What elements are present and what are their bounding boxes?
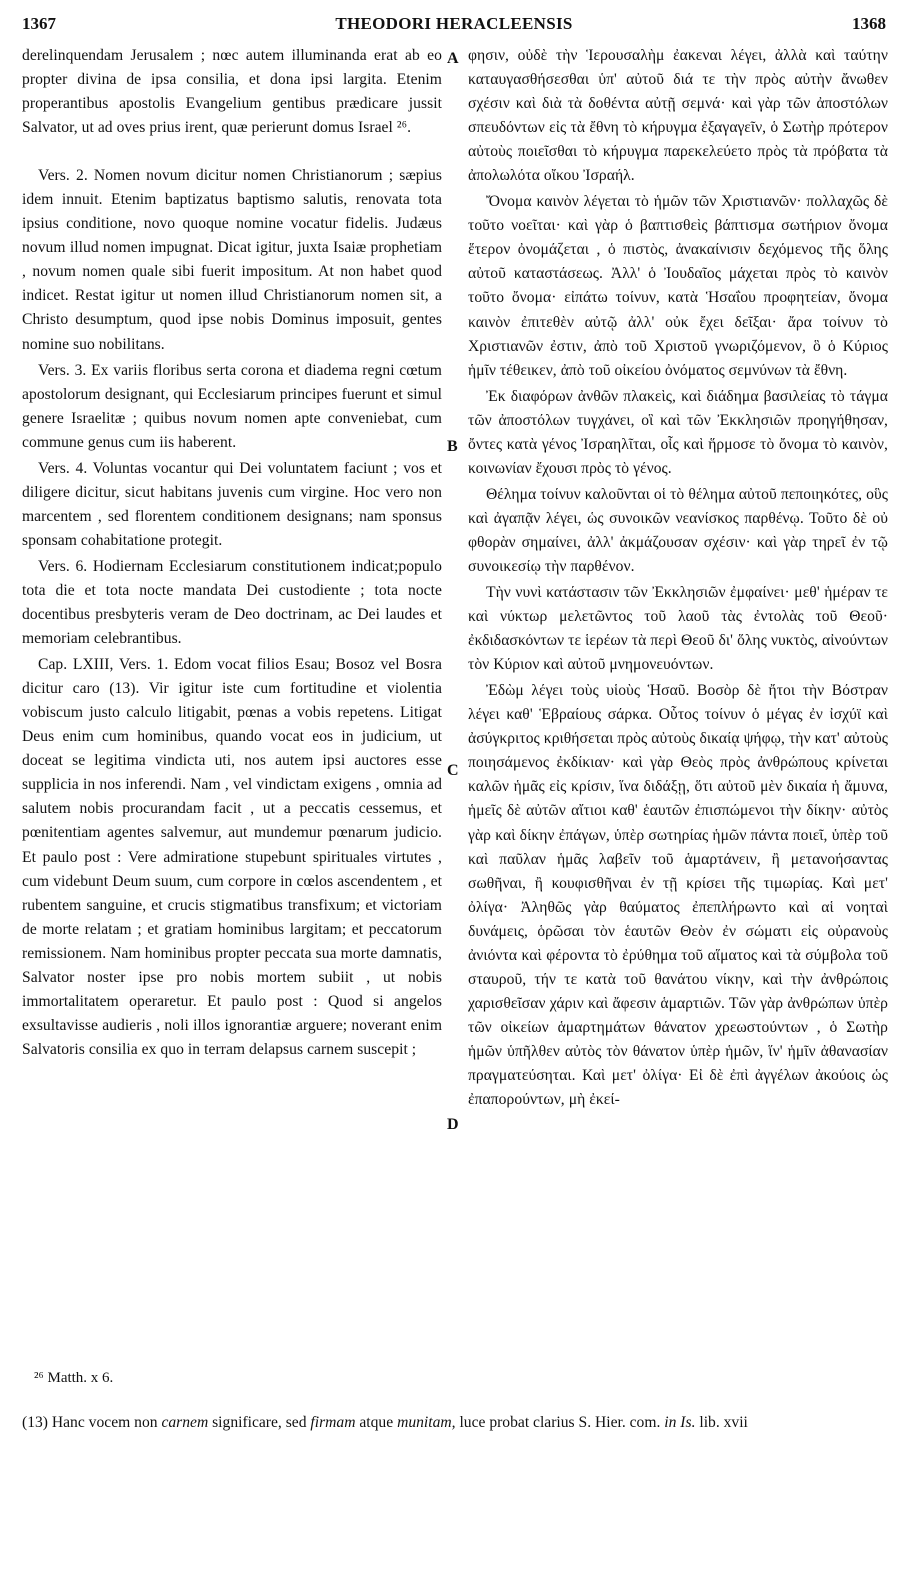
margin-marker-a: A <box>447 50 459 67</box>
greek-column <box>468 44 888 1362</box>
page-number-left: 1367 <box>22 14 56 33</box>
footnote-text: (13) Hanc vocem non <box>22 1414 162 1431</box>
footnote-italic: carnem <box>161 1414 209 1431</box>
footnote-italic: in Is. <box>664 1414 696 1431</box>
running-title: THEODORI HERACLEENSIS <box>335 14 573 33</box>
margin-marker-c: C <box>447 762 459 779</box>
footnote-divider <box>22 1398 886 1399</box>
page-header <box>22 6 886 36</box>
latin-paragraph: Vers. 3. Ex variis floribus serta corona et diadema regni cœtum apostolorum designant, qui Ecclesiarum principes fuerunt et simul genere Israelitæ ; quibus novum nomen apte conveniebat, cum commune genus cum iis haberent. <box>22 361 442 451</box>
greek-paragraph: Ὄνομα καινὸν λέγεται τὸ ἡμῶν τῶν Χριστιανῶν· πολλαχῶς δὲ τοῦτο νοεῖται· καὶ γὰρ ὁ βαπτισθεὶς βάπτισμα σωτήριον ὄνομα ἕτερον ὀνομάζεται , ὁ πιστὸς, ἀνακαίνισιν δεχόμενος τῆς ὅλης αὐτοῦ καταστάσεως. Ἀλλ' ὁ Ἰουδαῖος μάχεται πρὸς τὸ καινὸν τοῦτο ὄνομα· εἰπάτω τοίνυν, κατὰ Ἡσαΐου προφητείαν, ὄνομα καινὸν ἐπιτεθὲν αὐτῷ ἀλλ' οὐκ ἔχει δεῖξαι· ἄρα τοίνυν τὸ Χριστιανῶν ἐστιν, ἀπὸ τοῦ Χριστοῦ γνωριζόμενον, ὃ ὁ Κύριος ἡμῖν τέθεικεν, ἀπὸ τοῦ οἰκείου ὀνόματος σεμνύνων τὰ ἔθνη. <box>468 193 888 379</box>
latin-paragraph: Vers. 4. Voluntas vocantur qui Dei voluntatem faciunt ; vos et diligere dicitur, sicut habitans juvenis cum virgine. Hoc vero non marcentem , sed florentem conditionem designans; nam sponsus sponsam cohabitatione protegit. <box>22 459 442 549</box>
footnote-text: lib. xvii <box>695 1414 748 1431</box>
footnote-italic: munitam, <box>397 1414 456 1431</box>
greek-paragraph: Ἐκ διαφόρων ἀνθῶν πλακεὶς, καὶ διάδημα βασιλείας τὸ τάγμα τῶν ἀποστόλων τυγχάνει, οἳ καὶ τῶν Ἐκκλησιῶν προηγήθησαν, ὄντες κατὰ γένος Ἰσραηλῖται, οἷς καὶ ἥρμοσε τὸ ὄνομα τὸ καινὸν, κοινωνίαν ἔχουσι πρὸς τὸ γένος. <box>468 387 888 477</box>
margin-marker-b: B <box>447 438 458 455</box>
latin-paragraph: derelinquendam Jerusalem ; nœc autem illuminanda erat ab eo propter divina de ipsa consilia, et dona ipsi largita. Etenim properantibus apostolis Evangelium gentibus prædicare jussit Salvator, ut ad oves prius irent, quæ perierunt domus Israel ²⁶. <box>22 47 442 137</box>
latin-column <box>22 44 442 1362</box>
footnote-text: luce probat clarius S. Hier. com. <box>455 1414 665 1431</box>
footnote-text: significare, sed <box>208 1414 311 1431</box>
footnote-italic: firmam <box>310 1414 356 1431</box>
scripture-reference-note: ²⁶ Matth. x 6. <box>34 1370 114 1386</box>
page-number-right: 1368 <box>852 14 886 33</box>
greek-paragraph: Θέλημα τοίνυν καλοῦνται οἱ τὸ θέλημα αὐτοῦ πεποιηκότες, οὓς καὶ ἀγαπᾷν λέγει, ὡς συνοικῶν νεανίσκος παρθένῳ. Τοῦτο δὲ οὐ φθορὰν σημαίνει, ἀλλ' ἀκμάζουσαν σχέσιν· καὶ γὰρ τηρεῖ ἐν τῷ συνοικεσίῳ τὴν παρθένον. <box>468 485 888 575</box>
margin-marker-d: D <box>447 1116 459 1133</box>
latin-paragraph: Vers. 2. Nomen novum dicitur nomen Christianorum ; sæpius idem innuit. Etenim baptizatus baptismo salutis, renovata tota ipsius conditione, novo quoque nomine vocatur fidelis. Judæus novum illud nomen impugnat. Dicat igitur, juxta Isaiæ prophetiam , novum nomen quale sibi fuerit impositum. At non habet quod indicet. Restat igitur ut nomen illud Christianorum nomen sit, a Christo desumptum, quod ipse nobis Dominus imposuit, gentes nomine suo nobilitans. <box>22 167 442 353</box>
greek-paragraph: Τὴν νυνὶ κατάστασιν τῶν Ἐκκλησιῶν ἐμφαίνει· μεθ' ἡμέραν τε καὶ νύκτωρ μελετῶντος τοῦ λαοῦ τὰς ἐντολὰς τοῦ Θεοῦ· ἐκδιδασκόντων τε ἱερέων τὰ περὶ Θεοῦ δι' ὅλης νυκτὸς, αἰνούντων τὸν Κύριον καὶ αὐτοῦ μνημονευόντων. <box>468 584 888 674</box>
footnote <box>22 1412 886 1434</box>
latin-paragraph: Cap. LXIII, Vers. 1. Edom vocat filios Esau; Bosoz vel Bosra dicitur caro (13). Vir igitur iste cum fortitudine et violentia vobiscum justo calculo litigabit, pœnas a vobis repetens. Litigat Deus enim cum hominibus, quando vocat eos in judicium, ut doceat se legitima vindicta uti, nos autem ipsi auctores esse supplicia in nos inferendi. Nam , vel vindictam exigens , omnia ad salutem nobis procurandam facit , ut a peccatis cessemus, et pœnitentiam agentes salvemur, aut mundemur pœnarum judicio. Et paulo post : Vere admiratione stupebunt spirituales virtutes , cum videbunt Deum suum, cum corpore in cœlos ascendentem , et rubentem sanguine, et crucis stigmatibus transfixum; et victoriam de morte relatam ; et gratiam hominibus largitam; et peccatorum remissionem. Nam hominibus propter peccata sua morte damnatis, Salvator noster ipse pro nobis mortem subiit , ut nobis immortalitatem operaretur. Et paulo post : Quod si angelos exsultavisse audieris , noli illos ignorantiæ arguere; noverant enim Salvatoris consilia ex quo in terram delapsus carnem suscepit ; <box>22 656 442 1058</box>
latin-paragraph: Vers. 6. Hodiernam Ecclesiarum constitutionem indicat;populo tota die et tota nocte mandata Dei custodiente ; tota nocte docentibus presbyteris veram de Deo doctrinam, ac Dei laudes et memoriam celebrantibus. <box>22 557 442 648</box>
greek-paragraph: Ἐδὼμ λέγει τοὺς υἱοὺς Ἡσαῦ. Βοσὸρ δὲ ἤτοι τὴν Βόστραν λέγει καθ' Ἑβραίους σάρκα. Οὗτος τοίνυν ὁ μέγας ἐν ἰσχύϊ καὶ ἀσύγκριτος κριθήσεται πρὸς αὐτοὺς δικαίᾳ ψήφῳ, τὴν κατ' αὐτοὺς ποιησάμενος ἐκδίκιαν· καὶ γὰρ Θεὸς πρὸς ἀνθρώπους κρίνεται καλῶν ἡμᾶς εἰς κρίσιν, ἵνα διδάξῃ, ὅτι αὐτοῦ μὲν δικαία ἡ ἄμυνα, ἡμεῖς δὲ αὐτῶν αἴτιοι καθ' ἑαυτῶν ἐπισπώμενοι τὴν δίκην· αὐτὸς γὰρ καὶ δίκην ἐπάγων, ὑπὲρ σωτηρίας ἡμῶν πάντα ποιεῖ, ὑπὲρ τοῦ καὶ παῦλαν ἡμᾶς λαβεῖν τοῦ ἁμαρτάνειν, ἢ μετανοήσαντας σωθῆναι, ἢ κουφισθῆναι ἐν τῇ κρίσει τῆς τιμωρίας. Καὶ μετ' ὀλίγα· Ἀληθῶς γὰρ θαύματος ἐπεπλήρωντο καὶ αἱ νοηταὶ δυνάμεις, ὁρῶσαι τὸν ἑαυτῶν Θεὸν ἐν σώματι εἰς οὐρανοὺς ἀνιόντα καὶ φέροντα τὸ ἐρύθημα τοῦ αἵματος καὶ τὰ σύμβολα τοῦ σταυροῦ, τήν τε κατὰ τοῦ θανάτου νίκην, καὶ τὴν ἀνθρώποις χαρισθεῖσαν χάριν καὶ ἄφεσιν ἁμαρτιῶν. Τῶν γὰρ ἀνθρώπων ὑπὲρ τῶν οἰκείων ἁμαρτημάτων θάνατον χρεωστούντων , ὁ Σωτὴρ ἡμῶν ὑπῆλθεν αὐτὸς τὸν θάνατον ὑπὲρ ἡμῶν, ἵν' ἡμῖν ἀθανασίαν πραγματεύσηται. Καὶ μετ' ὀλίγα· Εἰ δὲ ἐπὶ ἀγγέλων ἀκούοις ὡς ἐπαπορούντων, μὴ ἐκεί- <box>468 682 888 1109</box>
footnote-text: atque <box>355 1414 398 1431</box>
greek-paragraph: φησιν, οὐδὲ τὴν Ἱερουσαλὴμ ἐακεναι λέγει, ἀλλὰ καὶ ταύτην καταυγασθήσεσθαι ὑπ' αὐτοῦ διά τε τὴν πρὸς αὐτὴν ἄνωθεν σχέσιν καὶ διὰ τὰ δοθέντα αὐτῇ σεμνά· καὶ γὰρ τῶν ἀποστόλων σπευδόντων εἰς τὰ ἔθνη τὸ κήρυγμα ἐξαγαγεῖν, ὁ Σωτὴρ πρότερον αὐτοὺς ποιεῖσθαι τὸ κήρυγμα παρεκελεύετο πρὸς τὰ πρόβατα τὰ ἀπολωλότα οἴκου Ἰσραήλ. <box>468 47 888 185</box>
